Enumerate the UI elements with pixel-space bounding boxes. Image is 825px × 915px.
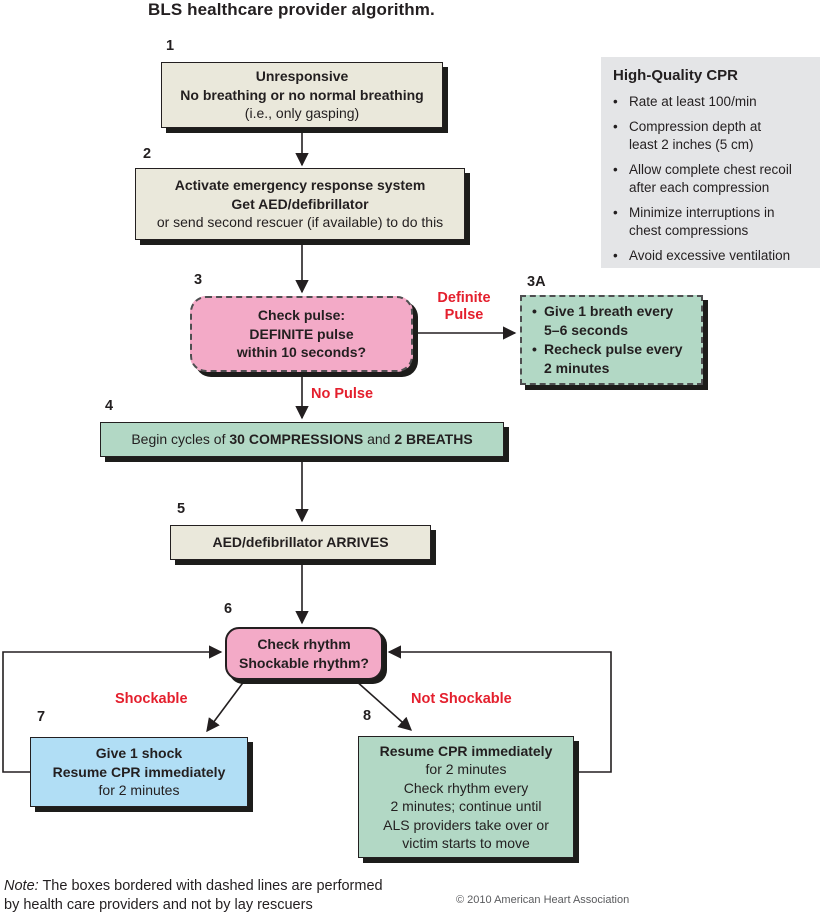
step-text: Check rhythm xyxy=(257,636,351,652)
step-text: Unresponsive xyxy=(255,68,349,85)
step-text: 2 minutes; continue until xyxy=(390,798,542,814)
guideline-text: Avoid excessive ventilation xyxy=(629,248,791,263)
step-text: Resume CPR immediately xyxy=(379,742,553,759)
step-text: within 10 seconds? xyxy=(236,344,367,361)
step-text: Check pulse: xyxy=(257,307,346,324)
step-text: or send second rescuer (if available) to do this xyxy=(156,214,444,231)
step-bullet xyxy=(532,302,673,340)
bullet-icon: • xyxy=(613,119,618,134)
step-2-number: 2 xyxy=(143,146,152,162)
step-bullet xyxy=(532,340,683,378)
step-text: Recheck pulse every 2 minutes xyxy=(544,341,683,376)
step-text: Activate emergency response system xyxy=(174,177,426,194)
step-3-number: 3 xyxy=(194,272,203,288)
guideline-text: Compression depth at least 2 inches (5 cm) xyxy=(629,119,762,152)
label-shockable: Shockable xyxy=(115,691,188,707)
label-definite-pulse: Definite Pulse xyxy=(437,290,491,323)
label-no-pulse: No Pulse xyxy=(311,386,374,402)
step-1-box xyxy=(161,62,443,128)
bullet-icon: • xyxy=(613,94,618,109)
step-2-box xyxy=(135,168,465,240)
step-4-number: 4 xyxy=(105,398,114,414)
cpr-guidelines-panel xyxy=(601,57,820,268)
step-5-box xyxy=(170,525,431,560)
step-text: victim starts to move xyxy=(402,835,530,851)
step-text: ALS providers take over or xyxy=(383,816,549,833)
cpr-guidelines-title: High-Quality CPR xyxy=(613,67,739,84)
note-text: Note: The boxes bordered with dashed lines are performed by health care providers and not by lay rescuers xyxy=(4,878,383,913)
step-text: for 2 minutes xyxy=(98,782,180,799)
step-7-number: 7 xyxy=(37,709,46,725)
cpr-guideline-item xyxy=(613,247,810,265)
step-text: DEFINITE pulse xyxy=(249,325,354,342)
step-5-number: 5 xyxy=(177,501,186,517)
step-text: Check rhythm every xyxy=(403,779,529,796)
step-text: Begin cycles of 30 COMPRESSIONS and 2 BREATHS xyxy=(131,431,473,448)
step-text: Give 1 shock xyxy=(95,745,183,762)
step-text: (i.e., only gasping) xyxy=(244,105,360,122)
bullet-icon: • xyxy=(532,341,537,357)
step-6-box xyxy=(225,627,383,680)
step-6-number: 6 xyxy=(224,601,233,617)
step-3a-box xyxy=(520,295,703,385)
guideline-text: Allow complete chest recoil after each compression xyxy=(629,162,792,195)
step-text: Shockable rhythm? xyxy=(239,654,369,671)
page-title: BLS healthcare provider algorithm. xyxy=(148,0,435,19)
copyright-text: © 2010 American Heart Association xyxy=(456,894,630,906)
cpr-guideline-item xyxy=(613,118,810,154)
bullet-icon: • xyxy=(613,205,618,220)
step-1-number: 1 xyxy=(166,38,175,54)
step-8-box xyxy=(358,736,574,858)
step-3-box xyxy=(190,296,413,372)
guideline-text: Minimize interruptions in chest compressions xyxy=(629,205,775,238)
label-not-shockable: Not Shockable xyxy=(411,691,512,707)
step-text: for 2 minutes xyxy=(425,761,507,777)
step-text: Get AED/defibrillator xyxy=(231,195,369,212)
step-7-box xyxy=(30,737,248,807)
bullet-icon: • xyxy=(613,248,618,263)
cpr-guideline-item xyxy=(613,161,810,197)
step-text: Resume CPR immediately xyxy=(52,763,226,780)
step-3a-number: 3A xyxy=(527,274,546,290)
step-text: Give 1 breath every 5–6 seconds xyxy=(544,303,674,338)
step-8-number: 8 xyxy=(363,708,372,724)
step-text: No breathing or no normal breathing xyxy=(180,86,424,103)
guideline-text: Rate at least 100/min xyxy=(629,94,757,109)
step-text: AED/defibrillator ARRIVES xyxy=(212,534,389,551)
step-4-box xyxy=(100,422,504,457)
bullet-icon: • xyxy=(613,162,618,177)
bullet-icon: • xyxy=(532,303,537,319)
cpr-guideline-item xyxy=(613,93,810,111)
cpr-guideline-item xyxy=(613,204,810,240)
